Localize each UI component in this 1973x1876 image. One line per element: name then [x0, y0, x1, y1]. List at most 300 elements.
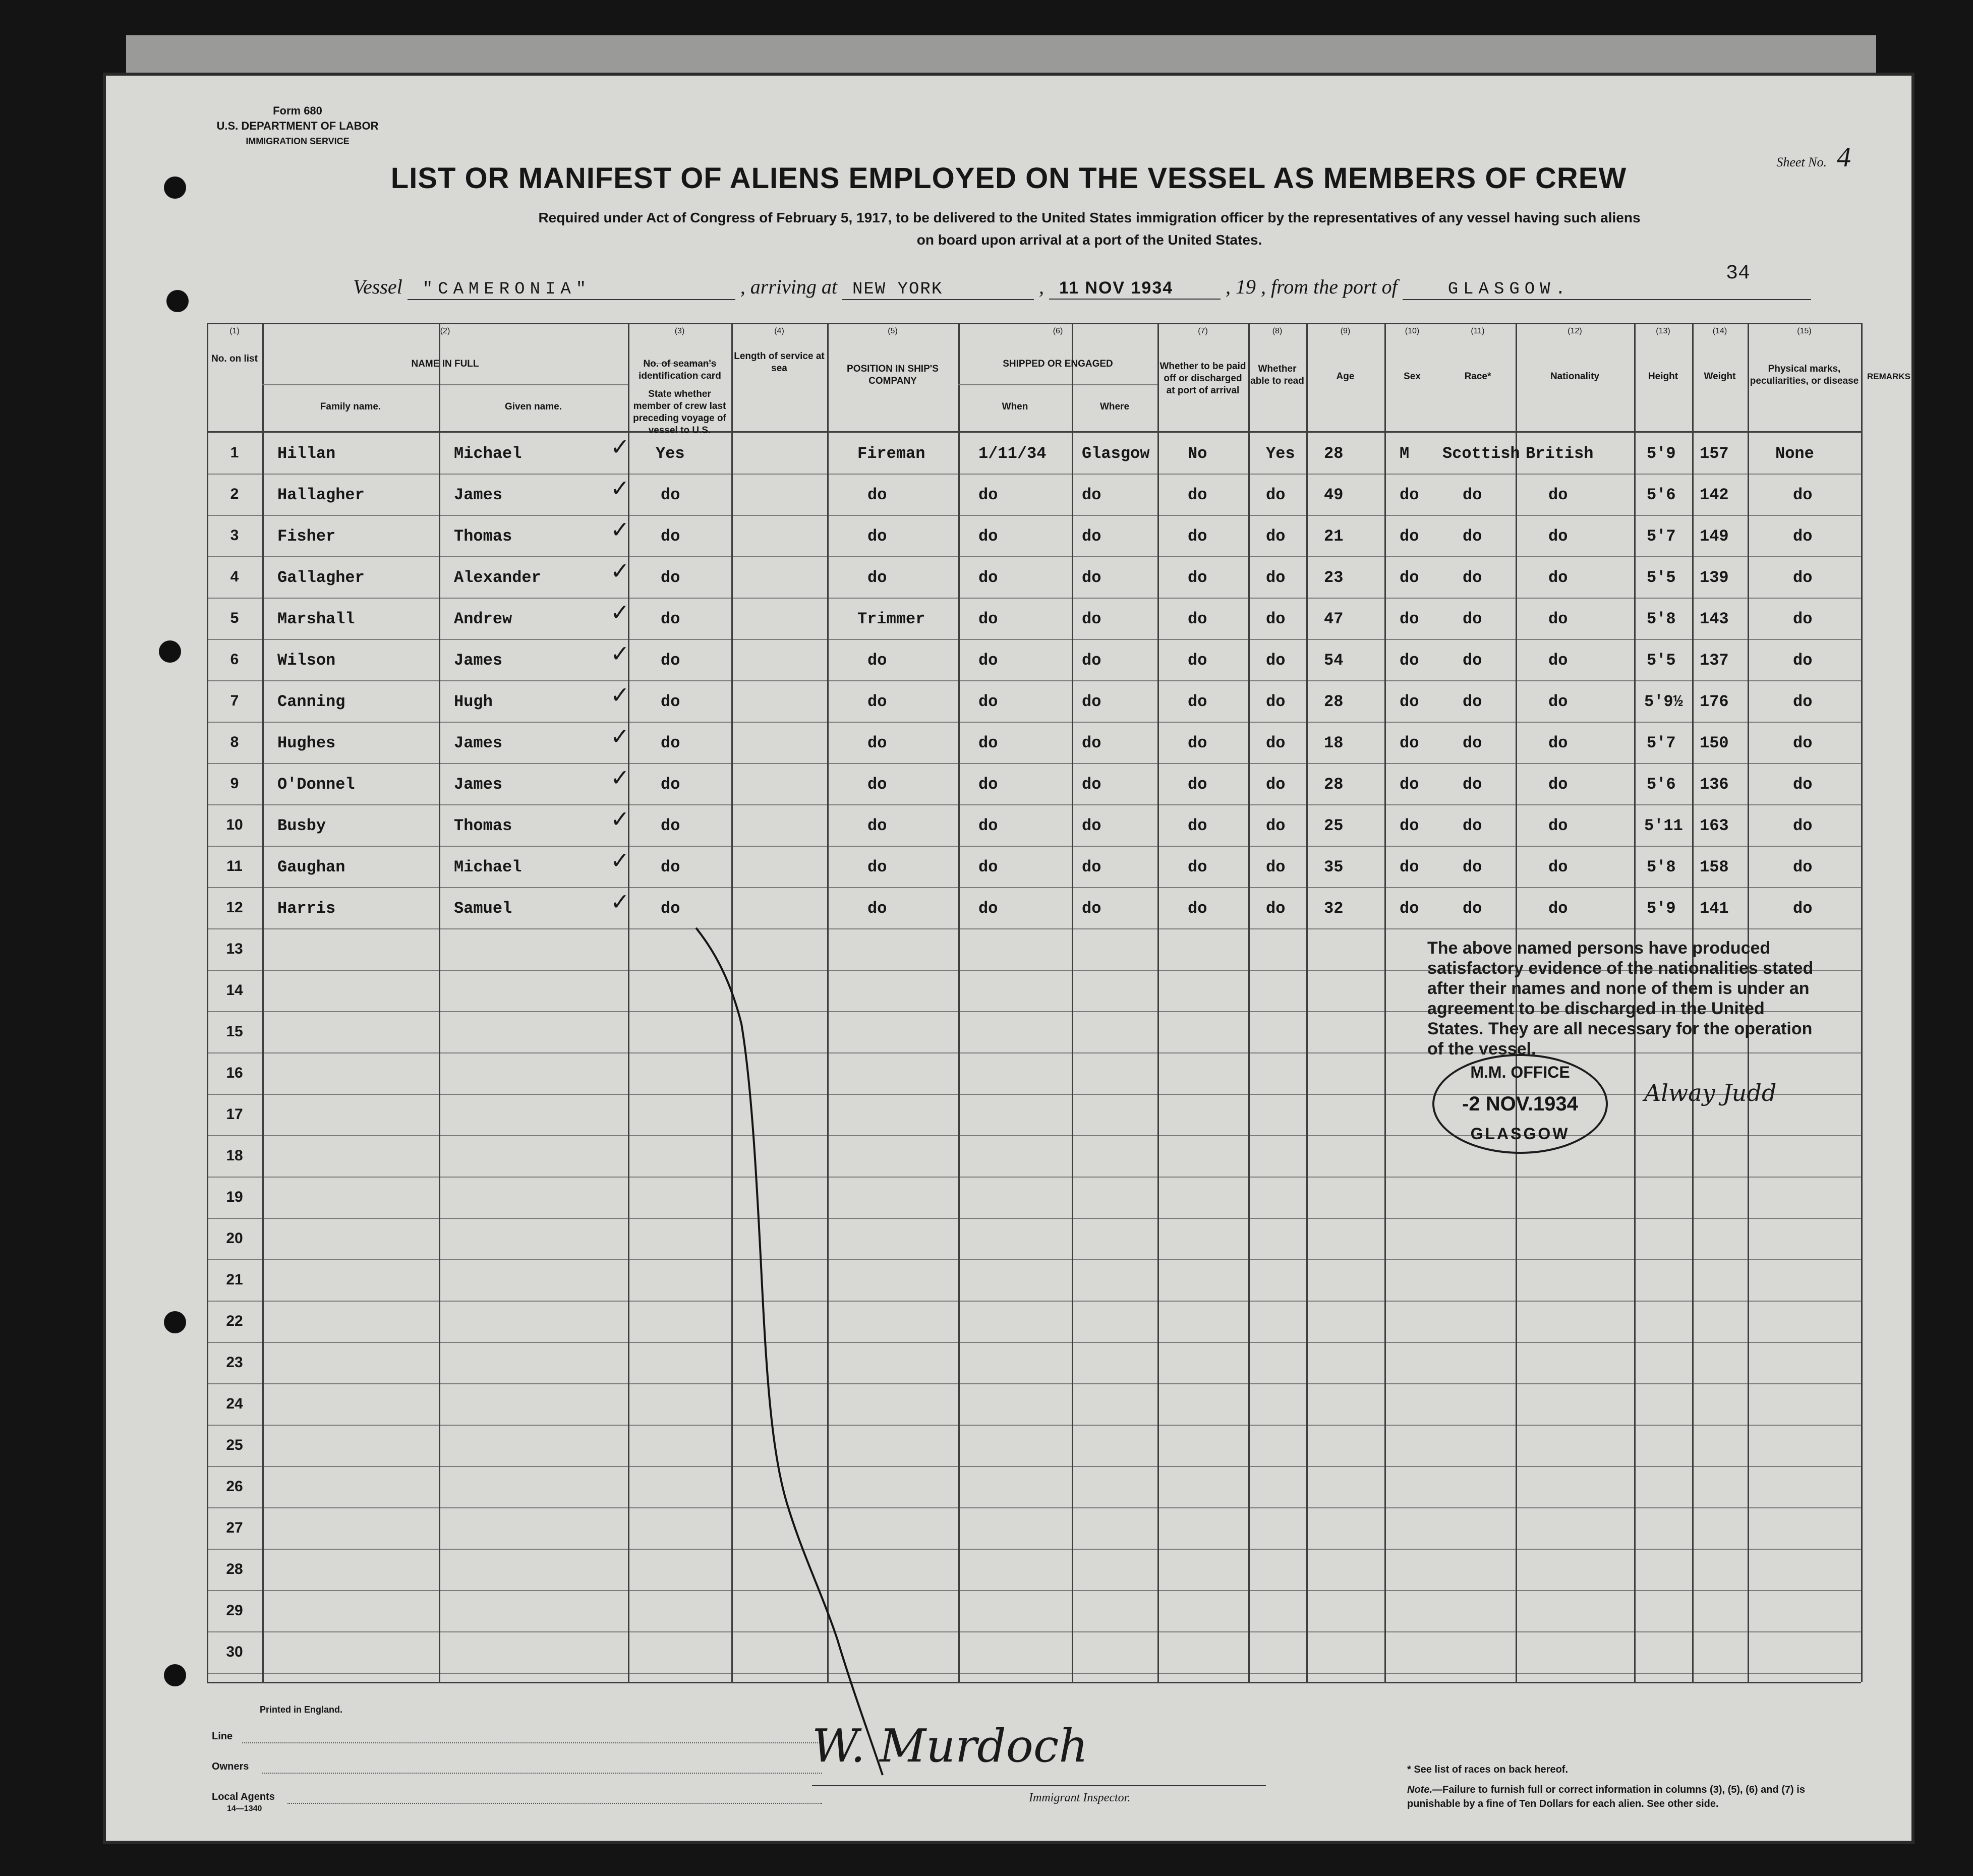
cell-nationality: do — [1548, 899, 1568, 918]
cell-shipped-when: do — [978, 899, 998, 918]
inspector-signature: W. Murdoch — [812, 1720, 1088, 1773]
cell-family-name: Hallagher — [277, 486, 365, 504]
row-rule — [207, 1177, 1861, 1178]
cell-family-name: Harris — [277, 899, 336, 918]
cell-able-to-read: do — [1266, 610, 1286, 628]
cell-shipped-when: do — [978, 775, 998, 794]
cell-weight: 150 — [1700, 734, 1729, 752]
cell-position: Fireman — [857, 444, 925, 463]
cell-race: do — [1463, 610, 1482, 628]
row-rule — [207, 1631, 1861, 1632]
row-number: 12 — [226, 899, 243, 916]
cell-shipped-when: do — [978, 610, 998, 628]
cell-sex: do — [1400, 651, 1419, 670]
cell-position: do — [867, 568, 887, 587]
cell-able-to-read: Yes — [1266, 444, 1295, 463]
cell-age: 54 — [1324, 651, 1344, 670]
department-name: U.S. DEPARTMENT OF LABOR — [216, 120, 379, 132]
cell-paid-off: do — [1188, 651, 1207, 670]
col-sex-header: Sex — [1404, 371, 1421, 382]
col-shipped-header: SHIPPED OR ENGAGED — [1003, 359, 1113, 369]
family-name-header: Family name. — [320, 401, 381, 412]
service-name: IMMIGRATION SERVICE — [246, 136, 350, 146]
cell-sex: do — [1400, 692, 1419, 711]
cell-sex: do — [1400, 486, 1419, 504]
cell-nationality: do — [1548, 692, 1568, 711]
cell-able-to-read: do — [1266, 568, 1286, 587]
cell-given-name: Samuel — [454, 899, 512, 918]
cell-physical-marks: do — [1793, 610, 1813, 628]
cell-sex: do — [1400, 816, 1419, 835]
col-previous-voyage-header: State whether member of crew last preceding voyage of vessel to U.S. — [633, 389, 726, 436]
cell-age: 25 — [1324, 816, 1344, 835]
vessel-label: Vessel — [353, 275, 402, 298]
row-number: 16 — [226, 1065, 243, 1081]
cell-height: 5'11 — [1644, 816, 1683, 835]
cell-sex: do — [1400, 899, 1419, 918]
check-mark-icon: ✓ — [610, 475, 630, 502]
arriving-label: , arriving at — [740, 275, 837, 298]
col-race-header: Race* — [1464, 371, 1491, 382]
cell-physical-marks: do — [1793, 692, 1813, 711]
row-number: 10 — [226, 816, 243, 833]
table-top-rule — [207, 323, 1861, 324]
table-bottom-rule — [207, 1682, 1861, 1683]
cell-sex: M — [1400, 444, 1410, 463]
cell-nationality: do — [1548, 486, 1568, 504]
cell-nationality: do — [1548, 610, 1568, 628]
cell-height: 5'7 — [1647, 734, 1676, 752]
cell-race: do — [1463, 651, 1482, 670]
cell-paid-off: do — [1188, 816, 1207, 835]
cell-able-to-read: do — [1266, 734, 1286, 752]
col-age-number: (9) — [1340, 327, 1351, 335]
header-bottom-rule — [207, 431, 1861, 433]
stamp-office: M.M. OFFICE — [1470, 1063, 1570, 1081]
cell-given-name: Michael — [454, 858, 522, 876]
cell-height: 5'5 — [1647, 651, 1676, 670]
cell-paid-off: do — [1188, 899, 1207, 918]
cell-height: 5'5 — [1647, 568, 1676, 587]
row-rule — [207, 1342, 1861, 1343]
col-no-number: (1) — [229, 327, 240, 335]
subtitle-line-2: on board upon arrival at a port of the United States. — [916, 232, 1262, 248]
check-mark-icon: ✓ — [610, 723, 630, 750]
cell-shipped-when: do — [978, 692, 998, 711]
cell-weight: 143 — [1700, 610, 1729, 628]
col-length-service-header: Length of service at sea — [734, 351, 825, 374]
row-number: 3 — [230, 527, 239, 544]
row-number: 15 — [226, 1023, 243, 1040]
row-number: 7 — [230, 692, 239, 709]
cell-given-name: James — [454, 734, 503, 752]
cell-able-to-read: do — [1266, 486, 1286, 504]
check-mark-icon: ✓ — [610, 599, 630, 626]
cell-position: do — [867, 692, 887, 711]
sheet-number: 4 — [1837, 142, 1851, 173]
arrival-date: 11 NOV 1934 — [1059, 278, 1174, 298]
row-rule — [207, 1259, 1861, 1260]
cell-shipped-when: do — [978, 486, 998, 504]
vessel-line: Vessel "CAMERONIA" , arriving at NEW YORK , 11 NOV 1934 , 19 , from the port of GLASGOW. — [353, 275, 1811, 300]
row-number: 1 — [230, 444, 239, 461]
nationality-statement: The above named persons have produced satisfactory evidence of the nationalities stated after their names and none of them is under an agreement to be discharged in the United States. They are all necessary for the operation of the vessel. — [1427, 939, 1814, 1059]
cell-previous-voyage: do — [661, 775, 680, 794]
cell-weight: 149 — [1700, 527, 1729, 546]
pen-line-mark — [686, 923, 888, 1780]
cell-sex: do — [1400, 527, 1419, 546]
cell-weight: 176 — [1700, 692, 1729, 711]
given-name-header: Given name. — [505, 401, 562, 412]
cell-previous-voyage: do — [661, 610, 680, 628]
from-port: GLASGOW. — [1447, 280, 1571, 299]
punch-hole — [164, 1664, 186, 1686]
cell-previous-voyage: do — [661, 858, 680, 876]
row-number: 19 — [226, 1189, 243, 1205]
cell-weight: 142 — [1700, 486, 1729, 504]
cell-shipped-where: Glasgow — [1082, 444, 1150, 463]
note-label: Note. — [1407, 1784, 1432, 1795]
cell-paid-off: do — [1188, 610, 1207, 628]
row-rule — [207, 1549, 1861, 1550]
col-physical-marks-header: Physical marks, peculiarities, or disease — [1750, 364, 1859, 386]
col-id-card-struck: No. of seaman's identification card — [639, 359, 721, 381]
col-physical-marks-number: (15) — [1797, 327, 1812, 335]
remarks-header: REMARKS — [1867, 372, 1910, 381]
cell-paid-off: do — [1188, 527, 1207, 546]
cell-physical-marks: do — [1793, 651, 1813, 670]
master-signature: Alway Judd — [1644, 1079, 1777, 1106]
cell-weight: 158 — [1700, 858, 1729, 876]
row-number: 11 — [226, 858, 243, 874]
line-label: Line — [212, 1731, 233, 1742]
col-weight-number: (14) — [1712, 327, 1727, 335]
cell-sex: do — [1400, 858, 1419, 876]
note-text: —Failure to furnish full or correct information in columns (3), (5), (6) and (7) is punishable by a fine of Ten Dollars for each alien. See other side. — [1407, 1784, 1805, 1809]
cell-height: 5'6 — [1647, 486, 1676, 504]
col-age-header: Age — [1336, 371, 1355, 382]
cell-family-name: Gallagher — [277, 568, 365, 587]
from-label: , from the port of — [1261, 275, 1398, 298]
cell-given-name: Andrew — [454, 610, 512, 628]
row-rule — [207, 1466, 1861, 1467]
stamp-city: GLASGOW — [1470, 1125, 1570, 1143]
row-number: 18 — [226, 1147, 243, 1164]
cell-family-name: Gaughan — [277, 858, 345, 876]
cell-previous-voyage: do — [661, 486, 680, 504]
cell-paid-off: do — [1188, 734, 1207, 752]
cell-race: do — [1463, 568, 1482, 587]
col-paid-off-header: Whether to be paid off or discharged at port of arrival — [1159, 361, 1246, 396]
cell-position: do — [867, 858, 887, 876]
row-number: 13 — [226, 941, 243, 957]
cell-sex: do — [1400, 734, 1419, 752]
race-note: * See list of races on back hereof. — [1407, 1764, 1569, 1775]
cell-family-name: Busby — [277, 816, 326, 835]
cell-given-name: Michael — [454, 444, 522, 463]
form-header — [207, 103, 388, 149]
col-name-header: NAME IN FULL — [411, 359, 479, 369]
row-rule — [207, 1218, 1861, 1219]
cell-able-to-read: do — [1266, 775, 1286, 794]
owners-field — [262, 1773, 822, 1774]
row-number: 28 — [226, 1561, 243, 1577]
cell-family-name: Fisher — [277, 527, 336, 546]
owners-label: Owners — [212, 1761, 249, 1772]
cell-previous-voyage: do — [661, 692, 680, 711]
cell-race: do — [1463, 527, 1482, 546]
col-able-read-number: (8) — [1272, 327, 1283, 335]
cell-nationality: do — [1548, 816, 1568, 835]
row-number: 29 — [226, 1602, 243, 1619]
cell-position: do — [867, 734, 887, 752]
shipped-subheader-rule — [958, 384, 1157, 385]
cell-shipped-where: do — [1082, 816, 1101, 835]
cell-paid-off: No — [1188, 444, 1207, 463]
cell-position: do — [867, 899, 887, 918]
col-previous-voyage-number: (3) — [674, 327, 685, 335]
row-number: 14 — [226, 982, 243, 999]
cell-able-to-read: do — [1266, 651, 1286, 670]
cell-physical-marks: do — [1793, 527, 1813, 546]
handwritten-number: 34 — [1725, 262, 1750, 285]
col-position-header: POSITION IN SHIP'S COMPANY — [847, 364, 939, 386]
cell-paid-off: do — [1188, 692, 1207, 711]
col-sex-number: (10) — [1405, 327, 1420, 335]
cell-position: Trimmer — [857, 610, 925, 628]
col-length-service-number: (4) — [774, 327, 784, 335]
check-mark-icon: ✓ — [610, 433, 630, 460]
footer-note — [1407, 1783, 1861, 1811]
office-stamp — [1432, 1054, 1608, 1154]
printed-note: Printed in England. — [260, 1705, 343, 1715]
cell-able-to-read: do — [1266, 816, 1286, 835]
cell-position: do — [867, 651, 887, 670]
row-number: 21 — [226, 1271, 243, 1288]
cell-sex: do — [1400, 610, 1419, 628]
cell-shipped-where: do — [1082, 734, 1101, 752]
row-number: 25 — [226, 1437, 243, 1453]
cell-height: 5'8 — [1647, 858, 1676, 876]
check-mark-icon: ✓ — [610, 516, 630, 543]
cell-age: 21 — [1324, 527, 1344, 546]
col-nationality-number: (12) — [1568, 327, 1582, 335]
cell-height: 5'7 — [1647, 527, 1676, 546]
col-weight-header: Weight — [1704, 371, 1736, 382]
cell-position: do — [867, 527, 887, 546]
cell-race: do — [1463, 775, 1482, 794]
cell-position: do — [867, 816, 887, 835]
cell-family-name: O'Donnel — [277, 775, 355, 794]
cell-nationality: British — [1526, 444, 1594, 463]
cell-age: 23 — [1324, 568, 1344, 587]
cell-physical-marks: None — [1775, 444, 1814, 463]
col-name-number: (2) — [440, 327, 450, 335]
col-paid-off-number: (7) — [1198, 327, 1208, 335]
when-header: When — [1002, 401, 1028, 412]
cell-given-name: Thomas — [454, 816, 512, 835]
cell-position: do — [867, 775, 887, 794]
cell-nationality: do — [1548, 858, 1568, 876]
cell-weight: 139 — [1700, 568, 1729, 587]
cell-previous-voyage: do — [661, 816, 680, 835]
cell-given-name: James — [454, 775, 503, 794]
row-number: 20 — [226, 1230, 243, 1247]
row-rule — [207, 1673, 1861, 1674]
row-rule — [207, 1383, 1861, 1384]
cell-physical-marks: do — [1793, 816, 1813, 835]
table-row — [262, 689, 1861, 727]
punch-hole — [166, 290, 189, 312]
cell-previous-voyage: do — [661, 899, 680, 918]
column-rule — [207, 323, 208, 1682]
cell-weight: 157 — [1700, 444, 1729, 463]
page-title: LIST OR MANIFEST OF ALIENS EMPLOYED ON THE VESSEL AS MEMBERS OF CREW — [390, 162, 1627, 195]
cell-shipped-where: do — [1082, 775, 1101, 794]
manifest-sheet — [106, 76, 1911, 1841]
cell-sex: do — [1400, 775, 1419, 794]
cell-weight: 163 — [1700, 816, 1729, 835]
row-rule — [207, 1301, 1861, 1302]
cell-nationality: do — [1548, 568, 1568, 587]
cell-height: 5'9 — [1647, 899, 1676, 918]
cell-previous-voyage: do — [661, 651, 680, 670]
cell-able-to-read: do — [1266, 527, 1286, 546]
cell-shipped-where: do — [1082, 651, 1101, 670]
cell-age: 28 — [1324, 692, 1344, 711]
cell-shipped-where: do — [1082, 610, 1101, 628]
col-height-number: (13) — [1656, 327, 1670, 335]
vessel-name: "CAMERONIA" — [422, 280, 592, 299]
stamp-date: -2 NOV.1934 — [1462, 1093, 1578, 1115]
cell-physical-marks: do — [1793, 858, 1813, 876]
inspector-label: Immigrant Inspector. — [1029, 1791, 1131, 1804]
cell-nationality: do — [1548, 527, 1568, 546]
year-label: , 19 — [1226, 275, 1256, 298]
cell-previous-voyage: do — [661, 568, 680, 587]
cell-shipped-when: do — [978, 651, 998, 670]
row-number: 17 — [226, 1106, 243, 1123]
cell-shipped-where: do — [1082, 568, 1101, 587]
cell-nationality: do — [1548, 734, 1568, 752]
cell-family-name: Canning — [277, 692, 345, 711]
cell-given-name: Alexander — [454, 568, 541, 587]
cell-previous-voyage: Yes — [656, 444, 685, 463]
cell-given-name: James — [454, 651, 503, 670]
cell-age: 18 — [1324, 734, 1344, 752]
cell-given-name: Hugh — [454, 692, 493, 711]
col-position-number: (5) — [888, 327, 898, 335]
cell-paid-off: do — [1188, 568, 1207, 587]
cell-previous-voyage: do — [661, 527, 680, 546]
sheet-label: Sheet No. — [1776, 155, 1827, 169]
row-number: 24 — [226, 1395, 243, 1412]
inspector-line — [812, 1785, 1266, 1786]
subtitle-line-1: Required under Act of Congress of February 5, 1917, to be delivered to the United States immigration officer by the representatives of any vessel having such aliens — [538, 210, 1641, 225]
arriving-port: NEW YORK — [852, 280, 943, 299]
cell-nationality: do — [1548, 651, 1568, 670]
cell-age: 47 — [1324, 610, 1344, 628]
row-number: 2 — [230, 486, 239, 502]
row-rule — [207, 1135, 1861, 1136]
check-mark-icon: ✓ — [610, 805, 630, 833]
cell-shipped-where: do — [1082, 899, 1101, 918]
row-number: 22 — [226, 1313, 243, 1329]
cell-previous-voyage: do — [661, 734, 680, 752]
cell-able-to-read: do — [1266, 692, 1286, 711]
check-mark-icon: ✓ — [610, 640, 630, 667]
cell-paid-off: do — [1188, 858, 1207, 876]
row-number: 26 — [226, 1478, 243, 1495]
cell-shipped-when: do — [978, 816, 998, 835]
agents-field — [287, 1803, 822, 1804]
cell-nationality: do — [1548, 775, 1568, 794]
punch-hole — [164, 1311, 186, 1333]
cell-physical-marks: do — [1793, 775, 1813, 794]
cell-height: 5'9 — [1647, 444, 1676, 463]
where-header: Where — [1099, 401, 1130, 412]
page-subtitle — [358, 207, 1821, 251]
check-mark-icon: ✓ — [610, 764, 630, 791]
cell-race: do — [1463, 734, 1482, 752]
cell-family-name: Hillan — [277, 444, 336, 463]
cell-shipped-when: do — [978, 527, 998, 546]
col-able-read-header: Whether able to read — [1250, 364, 1304, 386]
cell-able-to-read: do — [1266, 899, 1286, 918]
row-number: 4 — [230, 568, 239, 585]
cell-height: 5'9½ — [1644, 692, 1683, 711]
cell-shipped-when: 1/11/34 — [978, 444, 1047, 463]
cell-shipped-when: do — [978, 858, 998, 876]
name-subheader-rule — [262, 384, 628, 385]
column-rule — [1861, 323, 1863, 1682]
cell-shipped-where: do — [1082, 858, 1101, 876]
form-code: 14—1340 — [227, 1804, 262, 1813]
check-mark-icon: ✓ — [610, 681, 630, 709]
cell-family-name: Marshall — [277, 610, 355, 628]
cell-height: 5'8 — [1647, 610, 1676, 628]
cell-shipped-where: do — [1082, 527, 1101, 546]
cell-race: do — [1463, 858, 1482, 876]
cell-physical-marks: do — [1793, 899, 1813, 918]
col-race-number: (11) — [1471, 327, 1485, 335]
cell-race: Scottish — [1442, 444, 1520, 463]
cell-race: do — [1463, 486, 1482, 504]
cell-physical-marks: do — [1793, 734, 1813, 752]
cell-height: 5'6 — [1647, 775, 1676, 794]
row-rule — [207, 1507, 1861, 1508]
cell-shipped-when: do — [978, 734, 998, 752]
cell-shipped-where: do — [1082, 692, 1101, 711]
cell-shipped-when: do — [978, 568, 998, 587]
agents-label: Local Agents — [212, 1791, 275, 1802]
cell-weight: 136 — [1700, 775, 1729, 794]
cell-age: 28 — [1324, 444, 1344, 463]
row-number: 27 — [226, 1519, 243, 1536]
cell-weight: 137 — [1700, 651, 1729, 670]
row-number: 8 — [230, 734, 239, 750]
cell-family-name: Wilson — [277, 651, 336, 670]
cell-race: do — [1463, 899, 1482, 918]
row-number: 30 — [226, 1644, 243, 1660]
punch-hole — [159, 640, 181, 663]
cell-able-to-read: do — [1266, 858, 1286, 876]
row-rule — [207, 1425, 1861, 1426]
bleed-through-text — [419, 963, 422, 978]
cell-sex: do — [1400, 568, 1419, 587]
cell-paid-off: do — [1188, 486, 1207, 504]
col-no-header: No. on list — [211, 354, 258, 364]
